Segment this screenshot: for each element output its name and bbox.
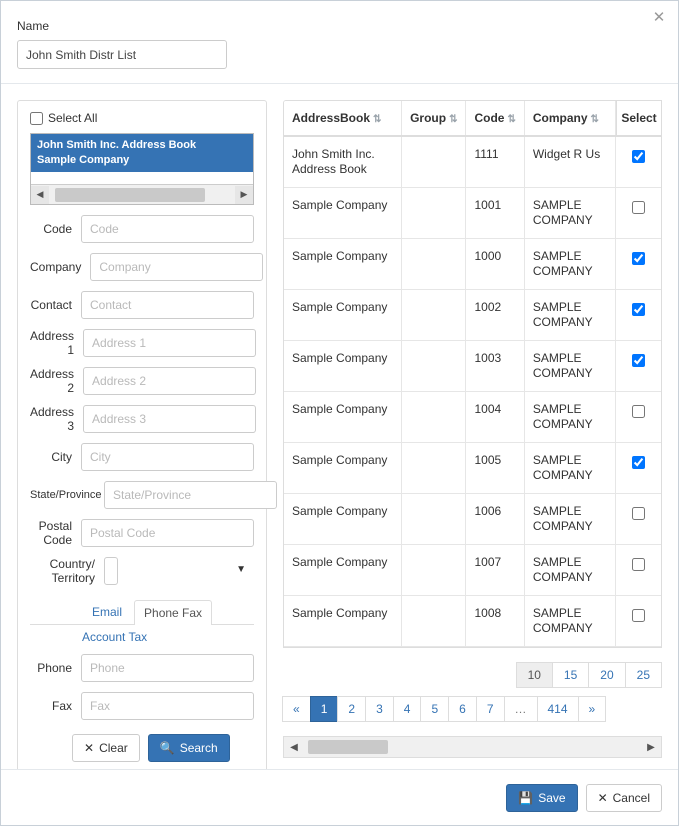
cell-select[interactable] — [615, 596, 661, 647]
cell-company: SAMPLE COMPANY — [524, 188, 615, 239]
column-header-code[interactable] — [466, 101, 524, 136]
cell-select[interactable] — [615, 188, 661, 239]
cell-group — [402, 290, 466, 341]
cell-company: SAMPLE COMPANY — [524, 392, 615, 443]
address3-label: Address 3 — [30, 405, 75, 433]
select-column-header: Select — [616, 100, 662, 137]
search-icon: 🔍 — [159, 741, 175, 755]
results-table-head — [284, 101, 661, 136]
page-size-option[interactable]: 10 — [516, 662, 553, 688]
page-number-option[interactable]: 1 — [310, 696, 339, 722]
address-book-item-line1: John Smith Inc. Address Book — [37, 139, 197, 151]
cell-addressbook: Sample Company — [284, 239, 402, 290]
table-row[interactable] — [284, 545, 661, 596]
cell-select[interactable] — [615, 341, 661, 392]
row-select-checkbox[interactable] — [632, 609, 645, 622]
field-row-country — [30, 557, 254, 585]
results-table — [284, 101, 661, 647]
address2-input[interactable] — [83, 367, 256, 395]
page-number-option[interactable]: 6 — [448, 696, 477, 722]
cell-group — [402, 341, 466, 392]
row-select-checkbox[interactable] — [632, 201, 645, 214]
postal-code-label: Postal Code — [38, 519, 72, 547]
page-number-option[interactable]: 5 — [420, 696, 449, 722]
grid-hscrollbar[interactable] — [283, 736, 662, 758]
cell-company: SAMPLE COMPANY — [524, 596, 615, 647]
address-book-list[interactable] — [30, 133, 254, 205]
cell-code: 1005 — [466, 443, 524, 494]
cell-code: 1006 — [466, 494, 524, 545]
row-select-checkbox[interactable] — [632, 354, 645, 367]
row-select-checkbox[interactable] — [632, 456, 645, 469]
pagination-area — [283, 662, 662, 722]
cell-addressbook: Sample Company — [284, 188, 402, 239]
page-number-option[interactable]: 414 — [537, 696, 579, 722]
cell-select[interactable] — [615, 443, 661, 494]
cell-company: SAMPLE COMPANY — [524, 341, 615, 392]
code-input[interactable] — [81, 215, 254, 243]
contact-label: Contact — [30, 298, 72, 312]
page-ellipsis: … — [504, 696, 538, 722]
scroll-right-icon[interactable]: ▶ — [235, 186, 253, 204]
page-number-option[interactable]: 4 — [393, 696, 422, 722]
results-panel — [283, 100, 662, 774]
page-size-option[interactable]: 20 — [588, 662, 625, 688]
row-select-checkbox[interactable] — [632, 507, 645, 520]
page-number-option[interactable]: 7 — [476, 696, 505, 722]
scroll-left-icon[interactable]: ◀ — [31, 186, 49, 204]
address2-label: Address 2 — [30, 367, 75, 395]
search-button[interactable] — [148, 734, 230, 762]
cell-addressbook: Sample Company — [284, 341, 402, 392]
cell-company: SAMPLE COMPANY — [524, 290, 615, 341]
cell-code: 1008 — [466, 596, 524, 647]
cell-group — [402, 239, 466, 290]
contact-tabs — [30, 599, 254, 625]
field-row-contact — [30, 291, 254, 319]
city-label: City — [51, 450, 72, 464]
cell-company: SAMPLE COMPANY — [524, 545, 615, 596]
field-row-state — [30, 481, 254, 509]
name-input[interactable] — [17, 40, 227, 69]
field-row-address3 — [30, 405, 254, 433]
sort-icon: ⇅ — [590, 114, 599, 125]
column-header-addressbook[interactable] — [284, 101, 402, 136]
search-button-label: Search — [179, 741, 218, 755]
table-header-row — [284, 101, 661, 136]
cell-group — [402, 392, 466, 443]
clear-button[interactable] — [72, 734, 140, 762]
cell-group — [402, 443, 466, 494]
sort-icon: ⇅ — [449, 114, 458, 125]
country-label: Country/ Territory — [49, 557, 95, 585]
body-area — [1, 84, 678, 774]
cell-code: 1004 — [466, 392, 524, 443]
cell-code: 1001 — [466, 188, 524, 239]
address1-label: Address 1 — [30, 329, 75, 357]
field-row-company — [30, 253, 254, 281]
column-label-code: Code — [474, 111, 505, 125]
cell-select[interactable] — [615, 392, 661, 443]
select-all-row[interactable] — [30, 111, 254, 125]
row-select-checkbox[interactable] — [632, 150, 645, 163]
cell-code: 1003 — [466, 341, 524, 392]
page-size-selector — [283, 662, 662, 688]
column-label-group: Group — [410, 111, 447, 125]
page-number-option[interactable]: » — [578, 696, 607, 722]
sort-icon: ⇅ — [507, 114, 516, 125]
country-select-wrap[interactable] — [104, 557, 254, 585]
cell-addressbook: Sample Company — [284, 443, 402, 494]
cell-code: 1002 — [466, 290, 524, 341]
page-number-option[interactable]: « — [282, 696, 311, 722]
company-input[interactable] — [90, 253, 263, 281]
table-row[interactable] — [284, 443, 661, 494]
column-label-addressbook: AddressBook — [292, 111, 371, 125]
row-select-checkbox[interactable] — [632, 303, 645, 316]
state-label: State/Province — [30, 489, 102, 501]
scroll-track[interactable] — [304, 737, 641, 757]
cell-select[interactable] — [615, 545, 661, 596]
cancel-button-label: Cancel — [612, 790, 650, 805]
cell-addressbook: Sample Company — [284, 545, 402, 596]
field-row-address2 — [30, 367, 254, 395]
table-row[interactable] — [284, 596, 661, 647]
field-row-address1 — [30, 329, 254, 357]
address3-input[interactable] — [83, 405, 256, 433]
clear-button-label: Clear — [99, 741, 128, 755]
select-all-label: Select All — [48, 111, 98, 125]
cell-group — [402, 596, 466, 647]
cell-select[interactable] — [615, 239, 661, 290]
results-table-body — [284, 136, 661, 647]
cell-company: SAMPLE COMPANY — [524, 239, 615, 290]
page-number-selector — [283, 696, 662, 722]
cell-group — [402, 188, 466, 239]
table-row[interactable] — [284, 239, 661, 290]
floppy-disk-icon: 💾 — [518, 790, 534, 805]
save-button-label: Save — [538, 790, 566, 805]
row-select-checkbox[interactable] — [632, 252, 645, 265]
cell-select[interactable] — [615, 494, 661, 545]
scroll-left-icon[interactable]: ◀ — [290, 741, 298, 753]
scroll-thumb[interactable] — [308, 740, 388, 754]
scroll-thumb[interactable] — [55, 188, 205, 202]
chevron-down-icon: ▼ — [236, 564, 246, 575]
tab-account-tax[interactable]: Account Tax — [82, 630, 148, 644]
tab-email[interactable]: Email — [92, 605, 123, 619]
name-section — [1, 1, 678, 83]
state-input[interactable] — [104, 481, 277, 509]
field-row-city — [30, 443, 254, 471]
cell-addressbook: Sample Company — [284, 290, 402, 341]
search-actions — [30, 734, 254, 762]
table-row[interactable] — [284, 341, 661, 392]
country-select[interactable] — [104, 557, 118, 585]
cell-group — [402, 545, 466, 596]
table-row[interactable] — [284, 188, 661, 239]
cell-addressbook: John Smith Inc. Address Book — [284, 136, 402, 188]
cell-addressbook: Sample Company — [284, 596, 402, 647]
table-row[interactable] — [284, 290, 661, 341]
field-row-code — [30, 215, 254, 243]
column-label-company: Company — [532, 111, 588, 125]
cell-select[interactable] — [615, 290, 661, 341]
field-row-postal — [30, 519, 254, 547]
results-grid — [283, 100, 662, 648]
fax-label: Fax — [51, 699, 72, 713]
scroll-right-icon[interactable]: ▶ — [647, 741, 655, 753]
cell-code: 1007 — [466, 545, 524, 596]
cell-group — [402, 494, 466, 545]
cell-code: 1111 — [466, 136, 524, 188]
row-select-checkbox[interactable] — [632, 405, 645, 418]
phone-input[interactable] — [81, 654, 254, 682]
column-header-company[interactable] — [524, 101, 615, 136]
search-panel — [17, 100, 267, 777]
address-book-hscrollbar[interactable] — [31, 184, 253, 204]
page-number-option[interactable]: 2 — [337, 696, 366, 722]
cell-select[interactable] — [615, 136, 661, 188]
footer-actions — [1, 769, 678, 825]
field-row-phone — [30, 654, 254, 682]
name-label: Name — [17, 19, 50, 33]
cell-company: SAMPLE COMPANY — [524, 443, 615, 494]
city-input[interactable] — [81, 443, 254, 471]
contact-input[interactable] — [81, 291, 254, 319]
cancel-button[interactable] — [586, 784, 662, 812]
phone-label: Phone — [37, 661, 72, 675]
page-number-option[interactable]: 3 — [365, 696, 394, 722]
address-book-list-item[interactable] — [31, 134, 253, 172]
select-all-checkbox[interactable] — [30, 112, 43, 125]
cell-addressbook: Sample Company — [284, 392, 402, 443]
scroll-track[interactable] — [49, 186, 235, 204]
cell-company: Widget R Us — [524, 136, 615, 188]
column-header-group[interactable] — [402, 101, 466, 136]
table-row[interactable] — [284, 136, 661, 188]
close-icon[interactable]: ✕ — [650, 9, 668, 27]
code-label: Code — [43, 222, 72, 236]
x-icon: ✕ — [84, 741, 95, 755]
cell-code: 1000 — [466, 239, 524, 290]
field-row-fax — [30, 692, 254, 720]
x-icon: ✕ — [597, 790, 608, 805]
company-label: Company — [30, 260, 82, 274]
tab-phone-fax[interactable]: Phone Fax — [134, 600, 212, 625]
table-row[interactable] — [284, 494, 661, 545]
cell-addressbook: Sample Company — [284, 494, 402, 545]
sort-icon: ⇅ — [373, 114, 382, 125]
address-book-item-line2: Sample Company — [37, 154, 130, 166]
cell-company: SAMPLE COMPANY — [524, 494, 615, 545]
row-select-checkbox[interactable] — [632, 558, 645, 571]
page-size-option[interactable]: 25 — [625, 662, 662, 688]
postal-code-input[interactable] — [81, 519, 254, 547]
save-button[interactable] — [506, 784, 577, 812]
page-size-option[interactable]: 15 — [552, 662, 589, 688]
cell-group — [402, 136, 466, 188]
address1-input[interactable] — [83, 329, 256, 357]
table-row[interactable] — [284, 392, 661, 443]
fax-input[interactable] — [81, 692, 254, 720]
